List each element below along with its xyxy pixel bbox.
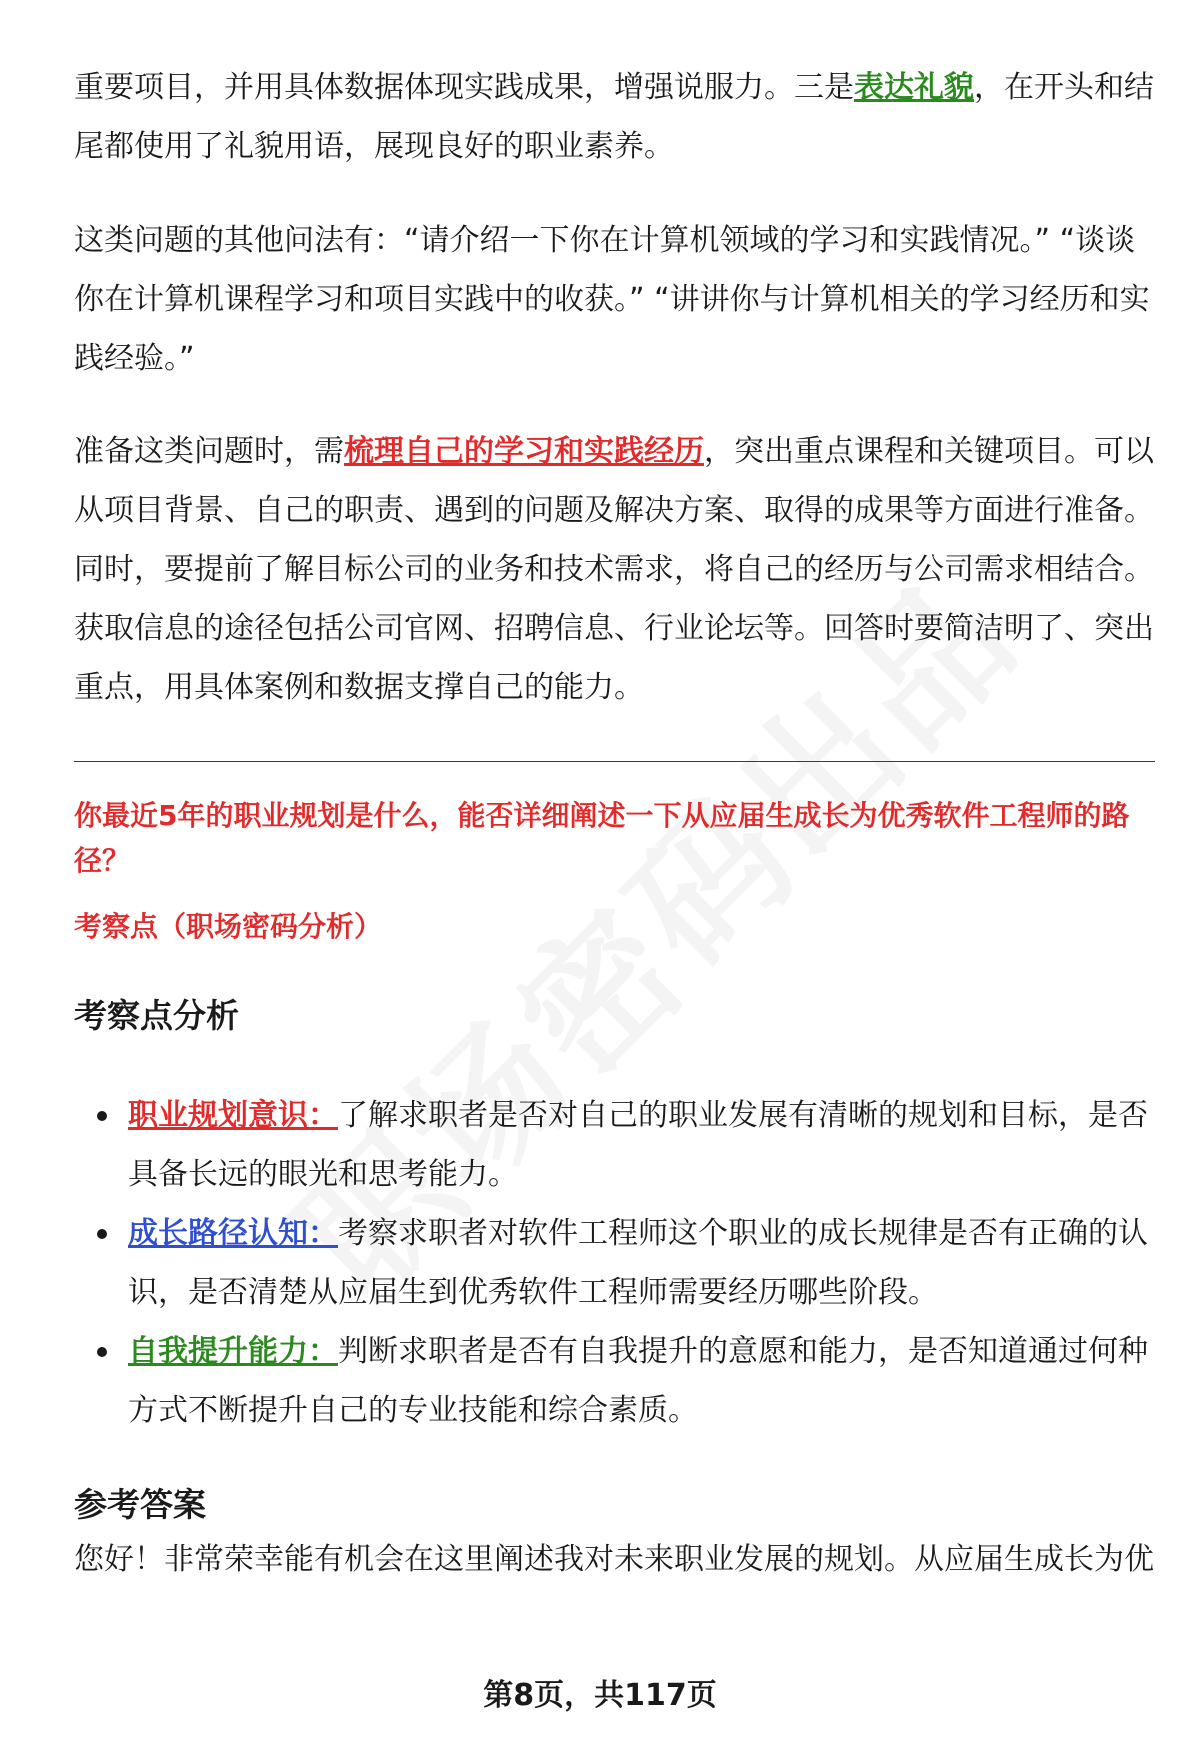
paragraph-alternative-questions: 这类问题的其他问法有：“请介绍一下你在计算机领域的学习和实践情况。” “谈谈你在计算机课程学习和项目实践中的收获。” “讲讲你与计算机相关的学习经历和实践经验。” (74, 223, 1150, 376)
point-text: 判断求职者是否有自我提升的意愿和能力，是否知道通过何种方式不断提升自己的专业技能和综合素质。 (128, 1334, 1148, 1428)
paragraph-text: ，突出重点课程和关键项目。可以从项目背景、自己的职责、遇到的问题及解决方案、取得的成果等方面进行准备。同时，要提前了解目标公司的业务和技术需求，将自己的经历与公司需求相结合。获取信息的途径包括公司官网、招聘信息、行业论坛等。回答时要简洁明了、突出重点，用具体案例和数据支撑自己的能力。 (74, 434, 1154, 705)
point-text: 了解求职者是否对自己的职业发展有清晰的规划和目标，是否具备长远的眼光和思考能力。 (128, 1098, 1148, 1192)
point-label-career-planning: 职业规划意识： (128, 1098, 338, 1133)
bullet-icon (97, 1111, 107, 1121)
paragraph-text: 准备这类问题时，需 (74, 434, 344, 469)
interview-question: 你最近5年的职业规划是什么，能否详细阐述一下从应届生成长为优秀软件工程师的路径？ (74, 799, 1130, 877)
checkpoint-label: 考察点（职场密码分析） (74, 910, 383, 943)
section-divider (74, 761, 1155, 762)
list-item (74, 1204, 1154, 1322)
paragraph-polite-expression (74, 58, 1154, 176)
page-number: 第8页，共117页 (483, 1678, 717, 1713)
paragraph-preparation-tips (74, 422, 1154, 717)
bullet-icon (97, 1229, 107, 1239)
analysis-heading: 考察点分析 (74, 996, 239, 1035)
page-content (74, 58, 1154, 1589)
point-label-growth-path: 成长路径认知： (128, 1216, 338, 1251)
answer-text: 您好！非常荣幸能有机会在这里阐述我对未来职业发展的规划。从应届生成长为优 (74, 1542, 1154, 1577)
point-text: 考察求职者对软件工程师这个职业的成长规律是否有正确的认识，是否清楚从应届生到优秀软件工程师需要经历哪些阶段。 (128, 1216, 1148, 1310)
list-item (74, 1322, 1154, 1440)
list-item (74, 1086, 1154, 1204)
answer-heading: 参考答案 (74, 1485, 206, 1524)
highlight-polite-expression: 表达礼貌 (854, 70, 974, 105)
paragraph-text: 重要项目，并用具体数据体现实践成果，增强说服力。三是 (74, 70, 854, 105)
analysis-list (74, 1086, 1154, 1440)
point-label-self-improvement: 自我提升能力： (128, 1334, 338, 1369)
highlight-sort-experience: 梳理自己的学习和实践经历 (344, 434, 704, 469)
paragraph-text: ，在开头和结尾都使用了礼貌用语，展现良好的职业素养。 (74, 70, 1154, 164)
bullet-icon (97, 1347, 107, 1357)
